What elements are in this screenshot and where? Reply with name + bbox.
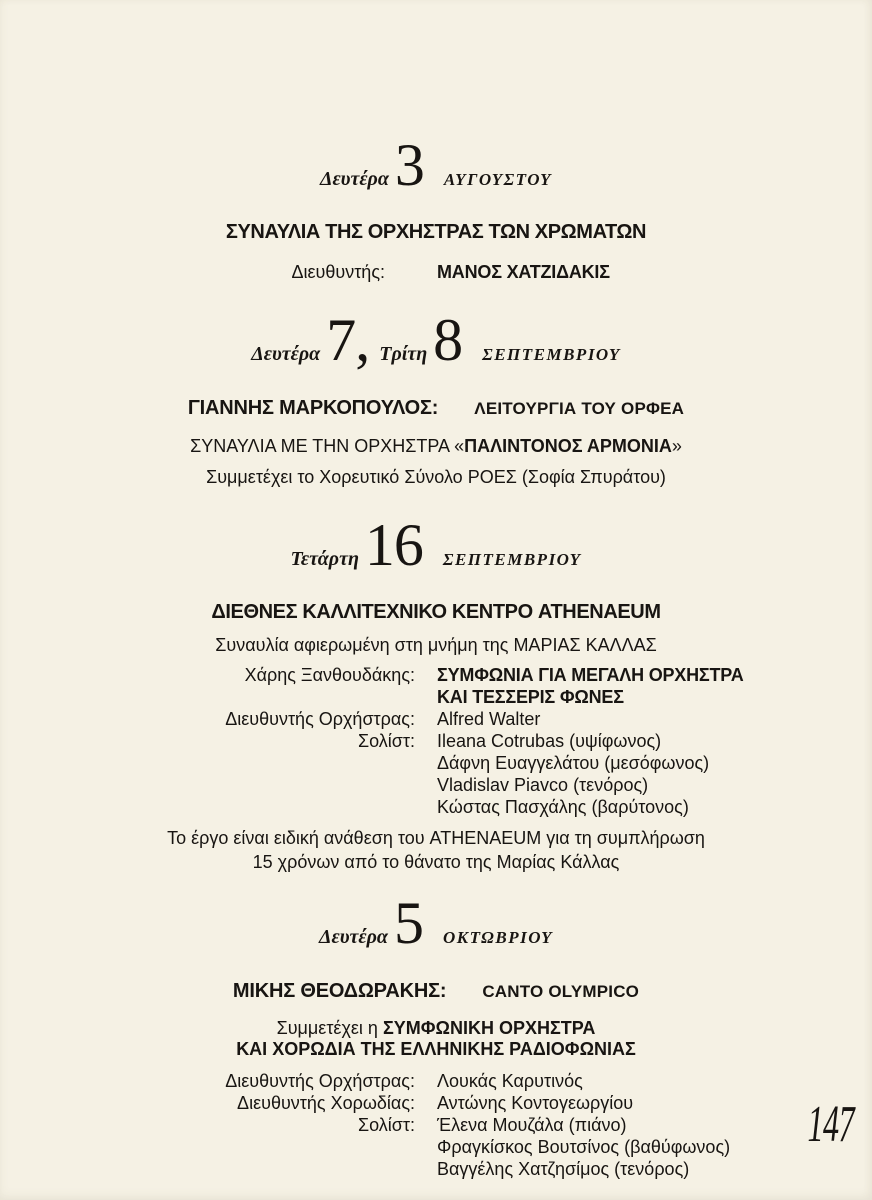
credit-label <box>0 1136 415 1158</box>
orchestra-line-prefix: ΣΥΝΑΥΛΙΑ ΜΕ ΤΗΝ ΟΡΧΗΣΤΡΑ « <box>190 436 465 456</box>
event-subtitle: Συναυλία αφιερωμένη στη μνήμη της ΜΑΡΙΑΣ ΚΑΛΛΑΣ <box>215 635 657 655</box>
orchestra-line <box>0 435 872 457</box>
participants-line: Συμμετέχει το Χορευτικό Σύνολο ΡΟΕΣ (Σοφία Σπυράτου) <box>206 467 666 487</box>
month-label: ΣΕΠΤΕΜΒΡΙΟΥ <box>442 550 582 569</box>
credit-value: Φραγκίσκος Βουτσίνος (βαθύφωνος) <box>437 1137 731 1157</box>
credits-table <box>0 1070 872 1180</box>
credit-label: Διευθυντής Ορχήστρας: <box>225 1071 415 1091</box>
weekday-label: Δευτέρα <box>319 926 388 948</box>
commission-note <box>0 826 872 874</box>
day-number: 8 <box>433 307 463 373</box>
composer-name: ΜΙΚΗΣ ΘΕΟΔΩΡΑΚΗΣ: <box>232 980 447 1002</box>
participation-orchestra: ΣΥΜΦΩΝΙΚΗ ΟΡΧΗΣΤΡΑ <box>382 1018 596 1038</box>
weekday-label: Τρίτη <box>379 343 428 365</box>
credit-value: Αντώνης Κοντογεωργίου <box>437 1093 634 1113</box>
month-label: ΑΥΓΟΥΣΤΟΥ <box>443 170 553 189</box>
participation-line1 <box>0 1018 872 1039</box>
composer-name: ΓΙΑΝΝΗΣ ΜΑΡΚΟΠΟΥΛΟΣ: <box>187 397 439 419</box>
event-date <box>0 132 872 205</box>
event-title: ΔΙΕΘΝΕΣ ΚΑΛΛΙΤΕΧΝΙΚΟ ΚΕΝΤΡΟ ATHENAEUM <box>211 601 661 623</box>
credit-value: Δάφνη Ευαγγελάτου (μεσόφωνος) <box>437 753 710 773</box>
credit-label <box>0 1158 415 1180</box>
day-number: 7, <box>326 307 370 373</box>
event-section-august-3 <box>0 132 872 283</box>
event-date <box>0 307 872 380</box>
credit-label <box>0 796 415 818</box>
commission-note-line2: 15 χρόνων από το θάνατο της Μαρίας Κάλλας <box>252 852 620 872</box>
event-date <box>0 512 872 585</box>
event-section-october-5 <box>0 890 872 1180</box>
credit-label <box>0 752 415 774</box>
weekday-label: Τετάρτη <box>290 548 359 570</box>
day-number: 5 <box>393 890 423 956</box>
credit-value: Ileana Cotrubas (υψίφωνος) <box>437 731 662 751</box>
credits-table <box>0 261 872 283</box>
credit-label: Διευθυντής: <box>291 262 385 282</box>
day-number: 16 <box>364 512 423 578</box>
credit-label: Σολίστ: <box>357 731 415 751</box>
commission-note-line1: Το έργο είναι ειδική ανάθεση του ATHENAEUM για τη συμπλήρωση <box>167 828 705 848</box>
orchestra-line-suffix: » <box>671 436 682 456</box>
credit-value: Λουκάς Καρυτινός <box>437 1071 583 1091</box>
credit-label: Διευθυντής Χορωδίας: <box>237 1093 415 1113</box>
credit-value: Vladislav Piavco (τενόρος) <box>437 775 649 795</box>
credit-value: Κώστας Πασχάλης (βαρύτονος) <box>437 797 689 817</box>
credit-label: Σολίστ: <box>357 1115 415 1135</box>
participation-line2: ΚΑΙ ΧΟΡΩΔΙΑ ΤΗΣ ΕΛΛΗΝΙΚΗΣ ΡΑΔΙΟΦΩΝΙΑΣ <box>236 1039 636 1059</box>
page-number: 147 <box>807 1096 854 1153</box>
credit-label: Χάρης Ξανθουδάκης: <box>244 665 415 685</box>
credit-value: Έλενα Μουζάλα (πιάνο) <box>437 1115 627 1135</box>
credit-label <box>0 774 415 796</box>
orchestra-name: ΠΑΛΙΝΤΟΝΟΣ ΑΡΜΟΝΙΑ <box>464 436 672 456</box>
month-label: ΣΕΠΤΕΜΒΡΙΟΥ <box>482 345 621 364</box>
work-title: ΛΕΙΤΟΥΡΓΙΑ ΤΟΥ ΟΡΦΕΑ <box>474 399 685 418</box>
day-number: 3 <box>394 132 424 198</box>
weekday-label: Δευτέρα <box>319 168 389 190</box>
credit-value: Βαγγέλης Χατζησίμος (τενόρος) <box>437 1159 690 1179</box>
credits-table <box>0 664 872 818</box>
event-headline <box>0 977 872 1006</box>
event-title: ΣΥΝΑΥΛΙΑ ΤΗΣ ΟΡΧΗΣΤΡΑΣ ΤΩΝ ΧΡΩΜΑΤΩΝ <box>225 221 647 243</box>
work-title-line2: ΚΑΙ ΤΕΣΣΕΡΙΣ ΦΩΝΕΣ <box>437 687 624 707</box>
month-label: ΟΚΤΩΒΡΙΟΥ <box>442 928 553 947</box>
event-headline <box>0 394 872 423</box>
participation-lines <box>0 1018 872 1060</box>
credit-value: ΜΑΝΟΣ ΧΑΤΖΙΔΑΚΙΣ <box>437 262 610 282</box>
credit-value: Alfred Walter <box>437 709 541 729</box>
weekday-label: Δευτέρα <box>251 343 321 365</box>
event-section-september-16 <box>0 512 872 874</box>
credit-value <box>437 664 872 708</box>
participation-prefix: Συμμετέχει η <box>276 1018 383 1038</box>
event-date <box>0 890 872 963</box>
work-title: CANTO OLYMPICO <box>482 982 640 1001</box>
credit-label: Διευθυντής Ορχήστρας: <box>225 709 415 729</box>
event-section-september-7-8 <box>0 307 872 488</box>
work-title-line1: ΣΥΜΦΩΝΙΑ ΓΙΑ ΜΕΓΑΛΗ ΟΡΧΗΣΤΡΑ <box>437 665 744 685</box>
